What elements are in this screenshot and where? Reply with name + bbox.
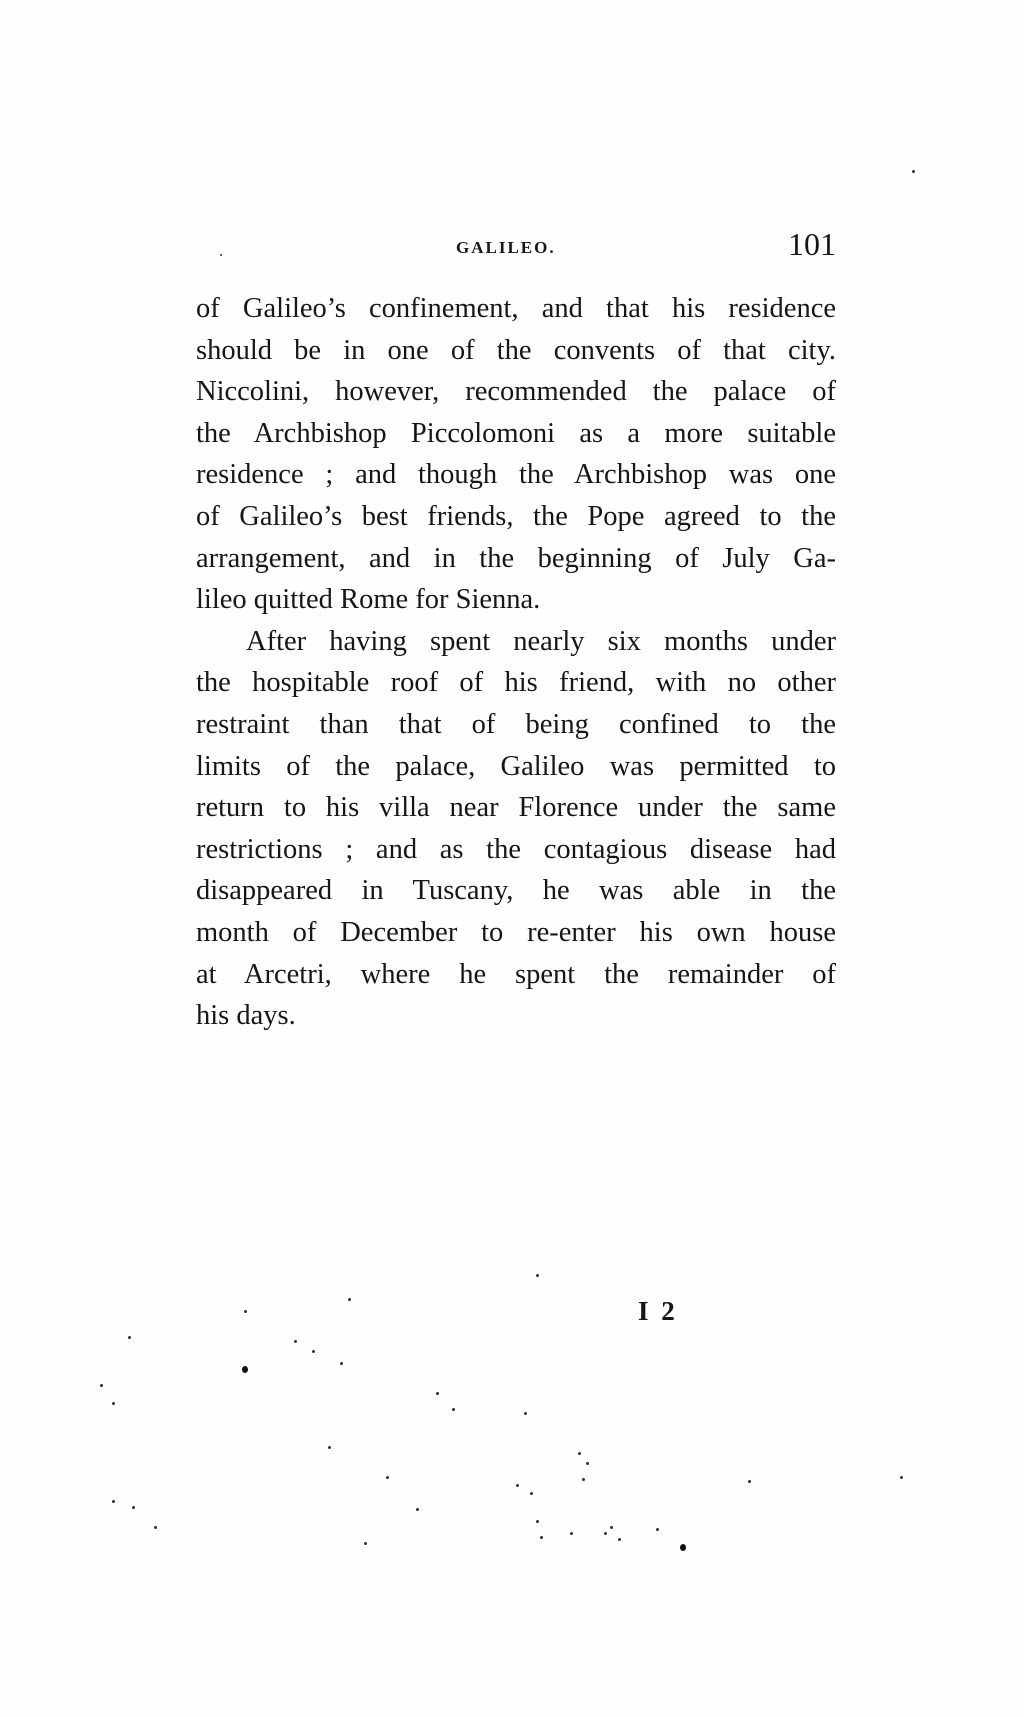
speck: [436, 1392, 439, 1395]
speck: [530, 1492, 533, 1495]
text-line: month of December to re-enter his own house: [196, 916, 836, 948]
body-text: [196, 288, 836, 1037]
speck: [328, 1446, 331, 1449]
speck: [748, 1480, 751, 1483]
speck: [340, 1362, 343, 1365]
speck: [416, 1508, 419, 1511]
running-head: [196, 224, 836, 268]
text-line: residence ; and though the Archbishop was one: [196, 459, 836, 491]
speck: [312, 1350, 315, 1353]
text-line: disappeared in Tuscany, he was able in the: [196, 875, 836, 907]
speck: [536, 1274, 539, 1277]
running-title: GALILEO.: [456, 238, 556, 257]
text-line: restrictions ; and as the contagious disease had: [196, 833, 836, 865]
page-number: 101: [788, 226, 836, 262]
speck: [618, 1538, 621, 1541]
text-line: his days.: [196, 1000, 296, 1032]
speck: [540, 1536, 543, 1539]
text-line: return to his villa near Florence under the same: [196, 792, 836, 824]
speck: [112, 1500, 115, 1503]
speck: [610, 1526, 613, 1529]
speck: [364, 1542, 367, 1545]
paragraph-first-line: After having spent nearly six months under: [246, 625, 836, 657]
speck: [900, 1476, 903, 1479]
speck: [912, 170, 915, 173]
text-line: limits of the palace, Galileo was permitted to: [196, 750, 836, 782]
speck: [386, 1476, 389, 1479]
speck: [524, 1412, 527, 1415]
speck: [132, 1506, 135, 1509]
speck: [578, 1452, 581, 1455]
speck: [154, 1526, 157, 1529]
text-line: the Archbishop Piccolomoni as a more suitable: [196, 417, 836, 449]
text-line: of Galileo’s best friends, the Pope agreed to the: [196, 500, 836, 532]
speck: [604, 1532, 607, 1535]
text-line: arrangement, and in the beginning of July Ga-: [196, 542, 836, 574]
speck: [244, 1310, 247, 1313]
text-line: of Galileo’s confinement, and that his residence: [196, 293, 836, 324]
text-line: restraint than that of being confined to the: [196, 708, 836, 740]
signature-mark: I 2: [638, 1296, 678, 1326]
speck: [100, 1384, 103, 1387]
speck: [536, 1520, 539, 1523]
speck: [348, 1298, 351, 1301]
speck: [128, 1336, 131, 1339]
speck: [582, 1478, 585, 1481]
speck: [656, 1528, 659, 1531]
speck: [516, 1484, 519, 1487]
text-line: lileo quitted Rome for Sienna.: [196, 584, 541, 616]
speck: [112, 1402, 115, 1405]
speck: [586, 1462, 589, 1465]
speck: [242, 1366, 248, 1373]
text-line: the hospitable roof of his friend, with no other: [196, 667, 836, 699]
text-line: should be in one of the convents of that city.: [196, 334, 836, 366]
text-line: Niccolini, however, recommended the palace of: [196, 376, 836, 408]
speck: [680, 1544, 686, 1551]
speck: [452, 1408, 455, 1411]
speck: [570, 1532, 573, 1535]
speck: [294, 1340, 297, 1343]
text-line: at Arcetri, where he spent the remainder of: [196, 958, 836, 990]
